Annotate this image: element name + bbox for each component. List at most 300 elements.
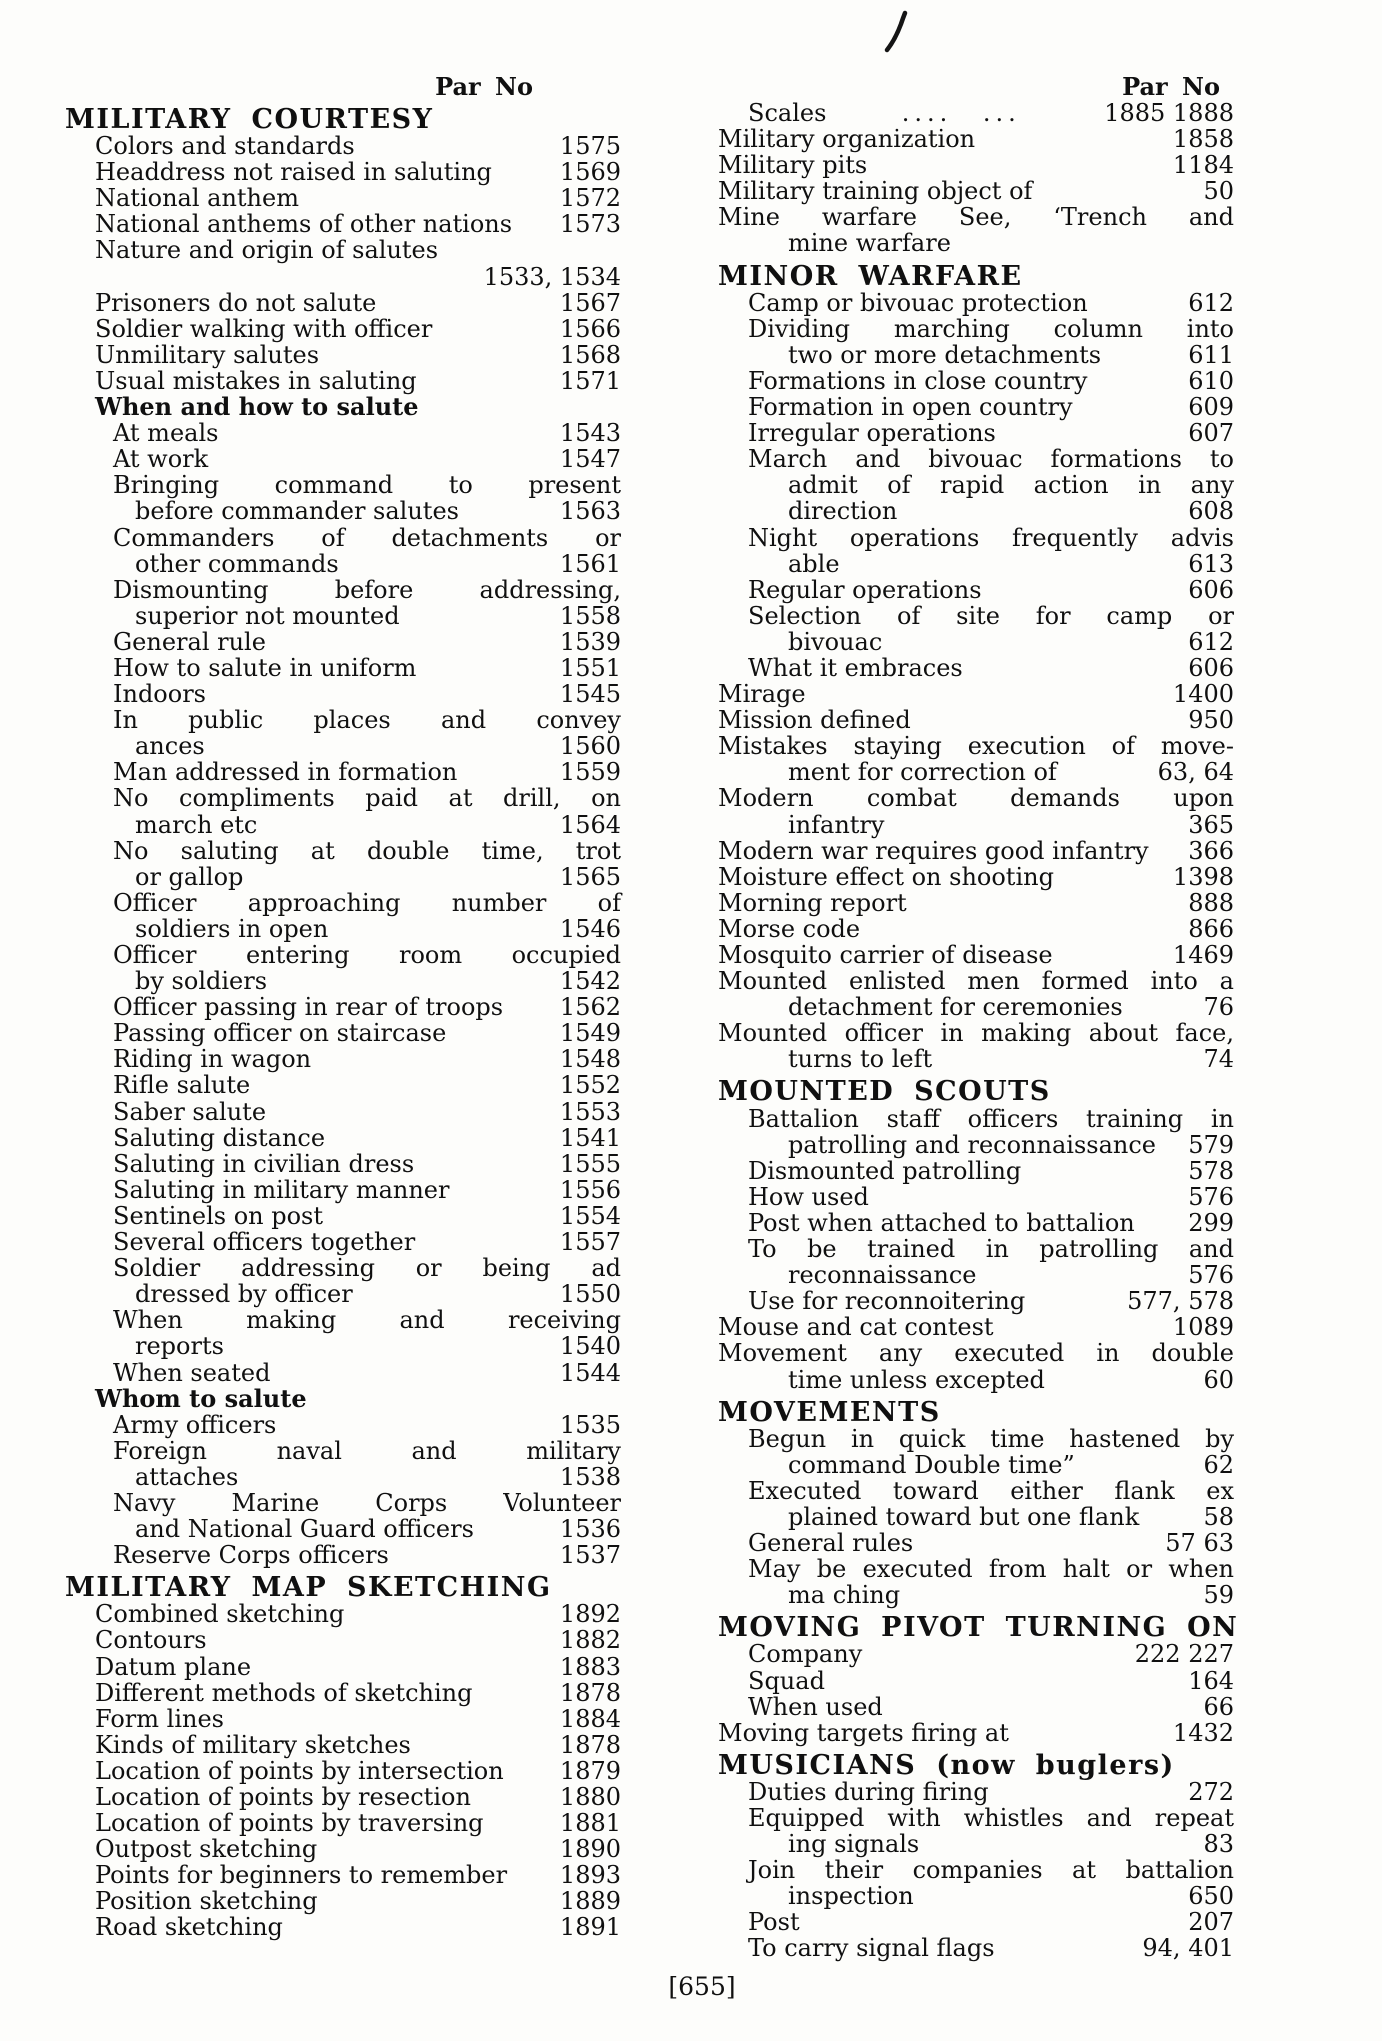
index-entry — [65, 1281, 621, 1307]
paragraph-number: 1575 — [559, 132, 621, 161]
entry-text: Bringing command to present — [113, 471, 621, 500]
entry-text: Moving targets firing at — [718, 1718, 1009, 1747]
paragraph-number: 1552 — [559, 1071, 621, 1100]
entry-text: When and how to salute — [95, 392, 419, 422]
paragraph-number: 579 — [1188, 1130, 1234, 1159]
entry-text: Mounted officer in making about face, — [718, 1019, 1234, 1048]
index-heading — [718, 1076, 1234, 1108]
paragraph-number: 613 — [1188, 549, 1234, 578]
entry-text: attaches — [135, 1462, 239, 1491]
index-entry — [718, 1530, 1234, 1556]
paragraph-number: 1891 — [559, 1913, 621, 1942]
index-entry — [65, 551, 621, 577]
index-entry — [65, 525, 621, 551]
paragraph-number: 60 — [1203, 1365, 1234, 1394]
paragraph-number: 1890 — [559, 1835, 621, 1864]
entry-text: Night operations frequently advis — [748, 523, 1234, 552]
entry-text: Several officers together — [113, 1228, 416, 1257]
index-entry — [65, 1758, 621, 1784]
entry-text: superior not mounted — [135, 601, 400, 630]
entry-text: Modern war requires good infantry — [718, 836, 1149, 865]
index-entry — [65, 1099, 621, 1125]
paragraph-number: 866 — [1188, 914, 1234, 943]
entry-text: Passing officer on staircase — [113, 1019, 447, 1048]
entry-text: ances — [135, 732, 205, 761]
paragraph-number: 365 — [1188, 810, 1234, 839]
paragraph-number: 1560 — [559, 732, 621, 761]
entry-text: National anthems of other nations — [95, 210, 513, 239]
index-entry — [65, 342, 621, 368]
index-entry — [718, 812, 1234, 838]
index-entry — [718, 1020, 1234, 1046]
entry-text: Mirage — [718, 680, 806, 709]
index-entry — [718, 1132, 1234, 1158]
entry-text: Indoors — [113, 680, 206, 709]
entry-text: At work — [113, 445, 209, 474]
paragraph-number: 50 — [1203, 177, 1234, 206]
paragraph-number: 1567 — [559, 288, 621, 317]
index-entry — [65, 185, 621, 211]
index-entry — [718, 525, 1234, 551]
index-entry — [718, 603, 1234, 629]
index-entry — [65, 890, 621, 916]
entry-text: Points for beginners to remember — [95, 1861, 508, 1890]
paragraph-number: 272 — [1188, 1777, 1234, 1806]
entry-text: Dismounting before addressing, — [113, 575, 621, 604]
index-entry — [65, 994, 621, 1020]
index-entry — [718, 681, 1234, 707]
entry-text: plained toward but one flank — [788, 1502, 1140, 1531]
entry-text: Outpost sketching — [95, 1835, 318, 1864]
paragraph-number: 1565 — [559, 862, 621, 891]
index-heading — [718, 1612, 1239, 1644]
paragraph-number: 1885 1888 — [1104, 99, 1234, 127]
entry-text: General rule — [113, 627, 266, 656]
index-entry — [65, 1516, 621, 1542]
index-entry — [718, 1340, 1234, 1366]
paragraph-number: 66 — [1203, 1692, 1234, 1721]
entry-text: Military pits — [718, 151, 868, 180]
index-entry — [718, 1452, 1234, 1478]
entry-text: soldiers in open — [135, 914, 329, 943]
entry-text: Riding in wagon — [113, 1045, 312, 1074]
paragraph-number: 577, 578 — [1127, 1287, 1234, 1316]
index-entry — [718, 1720, 1234, 1746]
index-entry — [718, 1909, 1234, 1935]
index-entry — [65, 1360, 621, 1386]
entry-text: May be executed from halt or when — [748, 1555, 1234, 1584]
paragraph-number: 83 — [1203, 1830, 1234, 1859]
par-no-header: Par No — [435, 72, 533, 101]
paragraph-number: 1540 — [559, 1332, 621, 1361]
index-entry — [65, 759, 621, 785]
entry-text: How used — [748, 1182, 869, 1211]
entry-text: Prisoners do not salute — [95, 288, 377, 317]
entry-text: Executed toward either flank ex — [748, 1476, 1234, 1505]
paragraph-number: 1893 — [559, 1861, 621, 1890]
index-heading — [718, 1749, 1234, 1781]
entry-text: Dismounted patrolling — [748, 1156, 1022, 1185]
paragraph-number: 607 — [1188, 419, 1234, 448]
entry-text: Join their companies at battalion — [748, 1856, 1234, 1885]
index-entry — [65, 133, 621, 159]
paragraph-number: 1882 — [559, 1626, 621, 1655]
index-entry — [65, 1229, 621, 1255]
entry-text: Saluting in military manner — [113, 1175, 450, 1204]
entry-text: Commanders of detachments or — [113, 523, 621, 552]
entry-text: At meals — [113, 419, 219, 448]
index-entry — [65, 1888, 621, 1914]
paragraph-number: 612 — [1188, 627, 1234, 656]
index-entry — [65, 368, 621, 394]
paragraph-number: 1554 — [559, 1201, 621, 1230]
index-entry — [65, 1020, 621, 1046]
paragraph-number: 59 — [1203, 1581, 1234, 1610]
entry-text: Mine warfare See, ‘Trench and — [718, 203, 1234, 232]
index-entry — [718, 838, 1234, 864]
index-entry — [65, 864, 621, 890]
index-entry — [718, 1478, 1234, 1504]
index-entry — [718, 152, 1234, 178]
entry-text: other commands — [135, 549, 339, 578]
index-entry — [65, 785, 621, 811]
index-entry — [65, 1203, 621, 1229]
index-entry — [65, 1784, 621, 1810]
index-entry-list — [718, 99, 1239, 1963]
paragraph-number: 1548 — [559, 1045, 621, 1074]
entry-text: ment for correction of — [788, 758, 1057, 787]
entry-text: Location of points by traversing — [95, 1809, 484, 1838]
paragraph-number: 366 — [1188, 836, 1234, 865]
index-entry — [65, 812, 621, 838]
entry-text: able — [788, 549, 840, 578]
page-number: [655] — [668, 1972, 736, 2001]
entry-text: Whom to salute — [95, 1383, 307, 1413]
index-entry — [718, 1106, 1234, 1132]
entry-text: Mission defined — [718, 706, 911, 735]
entry-text: General rules — [748, 1529, 914, 1558]
paragraph-number: 610 — [1188, 366, 1234, 395]
handwritten-slash-mark — [878, 6, 920, 56]
entry-text: Unmilitary salutes — [95, 340, 320, 369]
entry-text: Rifle salute — [113, 1071, 251, 1100]
paragraph-number: 63, 64 — [1157, 758, 1234, 787]
entry-text: MILITARY COURTESY — [65, 104, 434, 135]
index-entry — [65, 211, 621, 237]
entry-text: Scales — [748, 99, 827, 127]
entry-text: Morse code — [718, 914, 861, 943]
paragraph-number: 299 — [1188, 1208, 1234, 1237]
entry-text: Battalion staff officers training in — [748, 1104, 1234, 1133]
entry-text: Different methods of sketching — [95, 1678, 473, 1707]
index-entry — [718, 994, 1234, 1020]
index-entry — [65, 1654, 621, 1680]
entry-text: Formations in close country — [748, 366, 1088, 395]
entry-text: ing signals — [788, 1830, 920, 1859]
index-entry — [718, 1504, 1234, 1530]
index-entry — [718, 968, 1234, 994]
entry-text: Mistakes staying execution of move- — [718, 732, 1234, 761]
index-entry — [718, 1046, 1234, 1072]
index-entry — [65, 1732, 621, 1758]
entry-text: turns to left — [788, 1045, 933, 1074]
entry-text: Form lines — [95, 1704, 224, 1733]
entry-text: Soldier addressing or being ad — [113, 1254, 621, 1283]
entry-text: Camp or bivouac protection — [748, 288, 1088, 317]
entry-text: Location of points by intersection — [95, 1756, 504, 1785]
index-entry — [718, 1184, 1234, 1210]
paragraph-number: 1889 — [559, 1887, 621, 1916]
index-entry — [718, 230, 1234, 256]
paragraph-number: 1568 — [559, 340, 621, 369]
index-entry — [65, 681, 621, 707]
entry-text: Mouse and cat contest — [718, 1313, 994, 1342]
entry-text: Officer approaching number of — [113, 888, 621, 917]
entry-text: Position sketching — [95, 1887, 318, 1916]
entry-text: reports — [135, 1332, 224, 1361]
paragraph-number: 606 — [1188, 653, 1234, 682]
paragraph-number: 576 — [1188, 1182, 1234, 1211]
paragraph-number: 1553 — [559, 1097, 621, 1126]
paragraph-number: 74 — [1203, 1045, 1234, 1074]
index-entry — [65, 838, 621, 864]
par-no-header: Par No — [1122, 72, 1220, 101]
index-entry — [718, 655, 1234, 681]
paragraph-number: 576 — [1188, 1261, 1234, 1290]
paragraph-number: 609 — [1188, 393, 1234, 422]
index-entry — [65, 629, 621, 655]
index-entry — [718, 577, 1234, 603]
entry-text: Post — [748, 1908, 800, 1937]
entry-text: mine warfare — [788, 229, 951, 258]
entry-text: Kinds of military sketches — [95, 1730, 411, 1759]
index-entry — [65, 1072, 621, 1098]
entry-text: direction — [788, 497, 898, 526]
entry-text: MUSICIANS (now buglers) — [718, 1749, 1175, 1781]
entry-text: Military organization — [718, 125, 976, 154]
index-entry — [718, 1582, 1234, 1608]
entry-text: Squad — [748, 1666, 825, 1695]
paragraph-number: 1879 — [559, 1756, 621, 1785]
entry-text: two or more detachments — [788, 340, 1102, 369]
paragraph-number: 1559 — [559, 758, 621, 787]
paragraph-number: 1883 — [559, 1652, 621, 1681]
index-heading — [718, 1396, 1234, 1428]
index-entry — [65, 1706, 621, 1732]
index-entry — [65, 603, 621, 629]
paragraph-number: 1563 — [559, 497, 621, 526]
paragraph-number: 1184 — [1172, 151, 1234, 180]
entry-text: Nature and origin of salutes — [95, 236, 439, 265]
index-entry — [718, 1556, 1234, 1582]
index-column-left — [65, 74, 621, 1941]
index-entry — [65, 655, 621, 681]
paragraph-number: 606 — [1188, 575, 1234, 604]
index-heading — [718, 260, 1234, 292]
entry-text: Company — [748, 1640, 863, 1669]
entry-text: When used — [748, 1692, 883, 1721]
index-entry — [718, 316, 1234, 342]
index-entry — [718, 551, 1234, 577]
index-entry — [718, 785, 1234, 811]
paragraph-number: 611 — [1188, 340, 1234, 369]
entry-text: Contours — [95, 1626, 207, 1655]
entry-text: admit of rapid action in any — [788, 471, 1234, 500]
index-entry — [718, 1883, 1234, 1909]
paragraph-number: 888 — [1188, 888, 1234, 917]
entry-text: or gallop — [135, 862, 244, 891]
entry-text: Officer passing in rear of troops — [113, 993, 504, 1022]
entry-text: Duties during firing — [748, 1777, 989, 1806]
paragraph-number: 650 — [1188, 1882, 1234, 1911]
entry-text: Modern combat demands upon — [718, 784, 1234, 813]
paragraph-number: 1549 — [559, 1019, 621, 1048]
paragraph-number: 94, 401 — [1142, 1934, 1234, 1963]
index-entry — [718, 1426, 1234, 1452]
paragraph-number: 1892 — [559, 1600, 621, 1629]
entry-text: MOUNTED SCOUTS — [718, 1076, 1051, 1108]
index-entry — [718, 1805, 1234, 1831]
paragraph-number: 1550 — [559, 1280, 621, 1309]
paragraph-number: 1535 — [559, 1410, 621, 1439]
entry-text: MILITARY MAP SKETCHING — [65, 1572, 552, 1604]
paragraph-number: 62 — [1203, 1450, 1234, 1479]
index-entry — [718, 942, 1234, 968]
entry-text: Location of points by resection — [95, 1783, 471, 1811]
entry-text: Moisture effect on shooting — [718, 862, 1054, 891]
entry-text: reconnaissance — [788, 1261, 977, 1290]
page-number-footer — [0, 1972, 1382, 2001]
paragraph-number: 1537 — [559, 1541, 621, 1570]
paragraph-number: 1551 — [559, 653, 621, 682]
entry-text: Irregular operations — [748, 419, 996, 448]
index-entry-list — [65, 104, 621, 1942]
index-entry — [65, 1125, 621, 1151]
entry-text: Army officers — [113, 1410, 277, 1439]
index-entry — [65, 577, 621, 603]
entry-text: When seated — [113, 1358, 271, 1387]
entry-text: Begun in quick time hastened by — [748, 1424, 1234, 1453]
entry-text: Saluting distance — [113, 1123, 326, 1152]
index-heading — [65, 1572, 621, 1604]
paragraph-number: 1533, 1534 — [483, 262, 621, 291]
index-entry — [65, 237, 621, 263]
entry-text: In public places and convey — [113, 706, 621, 735]
entry-text: Reserve Corps officers — [113, 1541, 389, 1570]
index-column-right — [718, 72, 1239, 1963]
paragraph-number: 1544 — [559, 1358, 621, 1387]
entry-text: What it embraces — [748, 653, 963, 682]
index-entry — [65, 1680, 621, 1706]
entry-text: MINOR WARFARE — [718, 260, 1023, 292]
index-entry — [718, 204, 1234, 230]
index-heading — [65, 104, 621, 135]
entry-text: Saber salute — [113, 1097, 267, 1126]
entry-text: National anthem — [95, 184, 299, 213]
index-entry — [718, 126, 1234, 152]
index-entry — [65, 316, 621, 342]
entry-text: Man addressed in formation — [113, 758, 458, 787]
paragraph-number: 1556 — [559, 1175, 621, 1204]
index-entry — [718, 178, 1234, 204]
index-entry — [65, 733, 621, 759]
paragraph-number: 1572 — [559, 184, 621, 213]
index-entry — [718, 498, 1234, 524]
index-entry — [718, 472, 1234, 498]
entry-text: Sentinels on post — [113, 1201, 324, 1230]
paragraph-number: 1539 — [559, 627, 621, 656]
entry-text: by soldiers — [135, 967, 268, 996]
index-entry — [718, 1641, 1234, 1667]
index-entry — [65, 446, 621, 472]
index-entry — [718, 629, 1234, 655]
index-entry — [718, 1779, 1234, 1805]
entry-text: Colors and standards — [95, 132, 355, 161]
paragraph-number: 1555 — [559, 1149, 621, 1178]
paragraph-number: 1566 — [559, 314, 621, 343]
entry-text: dressed by officer — [135, 1280, 353, 1309]
entry-text: MOVING PIVOT TURNING ON — [718, 1612, 1239, 1644]
index-entry — [718, 1236, 1234, 1262]
index-entry — [65, 1627, 621, 1653]
paragraph-number: 1400 — [1172, 680, 1234, 709]
entry-text: MOVEMENTS — [718, 1396, 941, 1428]
index-entry — [718, 1158, 1234, 1184]
entry-text: When making and receiving — [113, 1306, 621, 1335]
index-entry — [65, 420, 621, 446]
index-entry — [718, 368, 1234, 394]
entry-text: Regular operations — [748, 575, 982, 604]
entry-text: Navy Marine Corps Volunteer — [113, 1488, 621, 1517]
paragraph-number: 1884 — [559, 1704, 621, 1733]
paragraph-number: 164 — [1188, 1666, 1234, 1695]
index-entry — [65, 264, 621, 290]
leader-dots: .... ... — [901, 100, 1021, 127]
paragraph-number: 1545 — [559, 680, 621, 709]
paragraph-number: 1547 — [559, 445, 621, 474]
index-entry — [65, 1464, 621, 1490]
index-entry — [65, 1862, 621, 1888]
entry-text: command Double time” — [788, 1450, 1075, 1479]
index-entry — [65, 1836, 621, 1862]
entry-text: before commander salutes — [135, 497, 459, 526]
paragraph-number: 1546 — [559, 914, 621, 943]
entry-text: march etc — [135, 810, 258, 839]
index-entry — [718, 290, 1234, 316]
paragraph-number: 1881 — [559, 1809, 621, 1838]
paragraph-number: 1564 — [559, 810, 621, 839]
index-entry — [65, 1151, 621, 1177]
index-entry — [65, 472, 621, 498]
entry-text: Officer entering room occupied — [113, 941, 621, 969]
index-entry — [65, 1046, 621, 1072]
paragraph-number: 1573 — [559, 210, 621, 239]
index-entry — [718, 733, 1234, 759]
entry-text: How to salute in uniform — [113, 653, 417, 682]
paragraph-number: 608 — [1188, 497, 1234, 526]
entry-text: Mounted enlisted men formed into a — [718, 967, 1234, 996]
index-entry — [718, 707, 1234, 733]
paragraph-number: 950 — [1188, 706, 1234, 735]
entry-text: Headdress not raised in saluting — [95, 158, 492, 187]
index-entry — [718, 1367, 1234, 1393]
entry-text: patrolling and reconnaissance — [788, 1130, 1156, 1159]
index-entry — [65, 916, 621, 942]
index-entry — [718, 1668, 1234, 1694]
index-entry — [65, 1177, 621, 1203]
paragraph-number: 1398 — [1172, 862, 1234, 891]
index-entry — [65, 1601, 621, 1627]
